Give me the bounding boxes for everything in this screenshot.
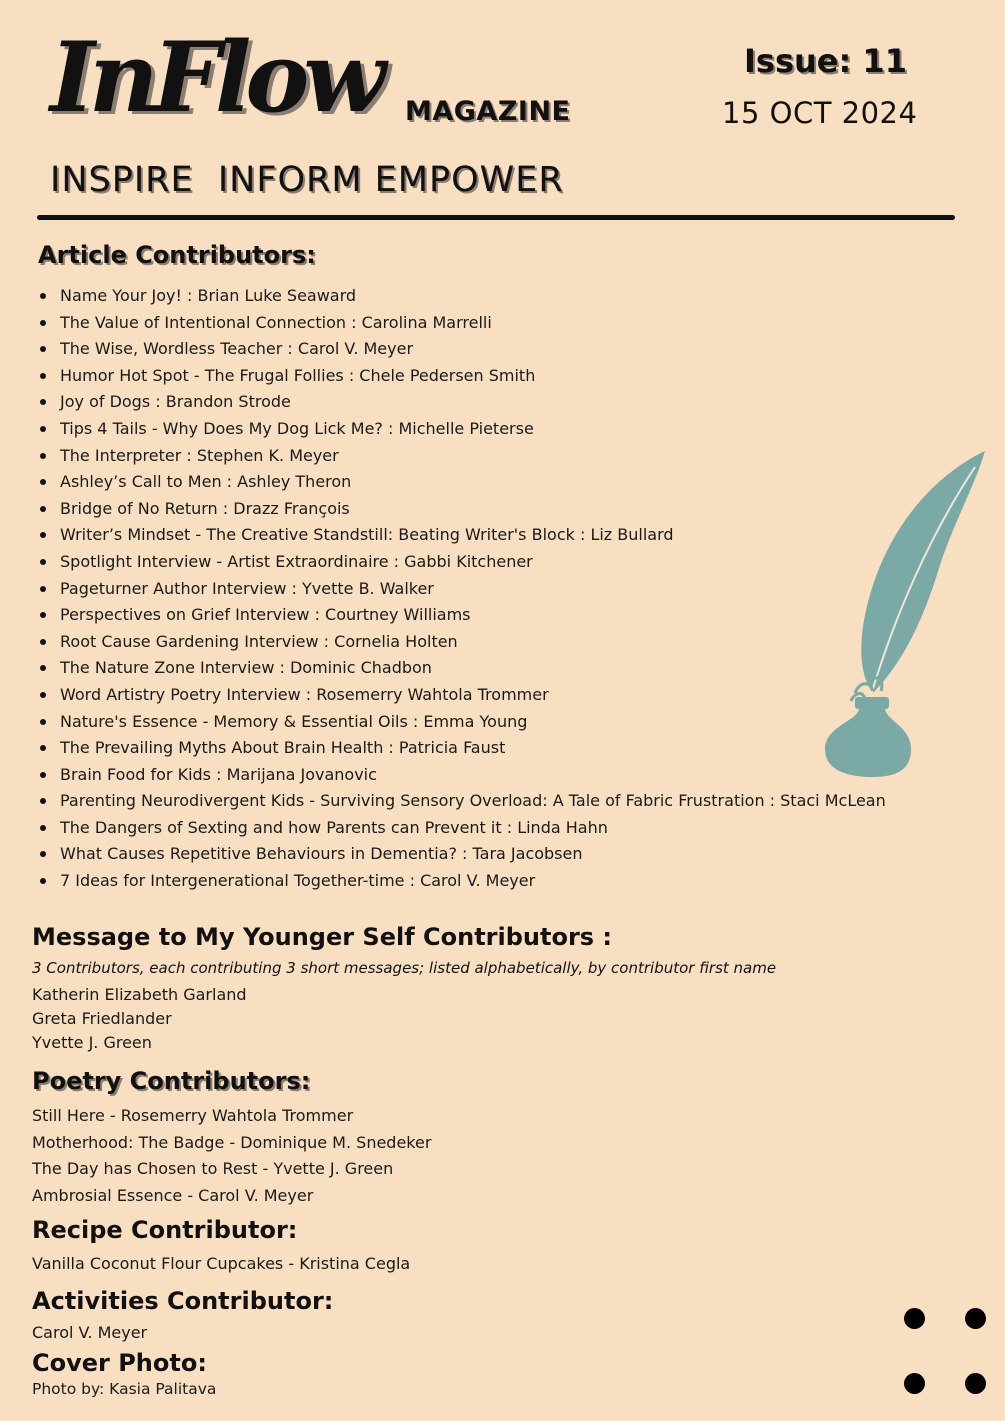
- younger-self-list: [32, 983, 247, 1055]
- list-item: Parenting Neurodivergent Kids - Surviving Sensory Overload: A Tale of Fabric Frustration : Staci McLean: [38, 788, 886, 815]
- list-item: The Interpreter : Stephen K. Meyer: [38, 443, 886, 470]
- activities-item: Carol V. Meyer: [32, 1323, 148, 1342]
- younger-self-title: Message to My Younger Self Contributors :: [32, 923, 613, 951]
- tagline: INSPIRE INFORM EMPOWER: [50, 160, 564, 200]
- list-item: Bridge of No Return : Drazz François: [38, 496, 886, 523]
- list-item: Pageturner Author Interview : Yvette B. Walker: [38, 576, 886, 603]
- list-item: The Day has Chosen to Rest - Yvette J. Green: [32, 1159, 394, 1179]
- magazine-word: MAGAZINE: [405, 96, 571, 127]
- list-item: Greta Friedlander: [32, 1009, 172, 1028]
- list-item: Tips 4 Tails - Why Does My Dog Lick Me? : Michelle Pieterse: [38, 416, 886, 443]
- list-item: Humor Hot Spot - The Frugal Follies : Chele Pedersen Smith: [38, 363, 886, 390]
- list-item: Perspectives on Grief Interview : Courtney Williams: [38, 602, 886, 629]
- list-item: The Dangers of Sexting and how Parents can Prevent it : Linda Hahn: [38, 815, 886, 842]
- cover-photo-item: Photo by: Kasia Palitava: [32, 1380, 217, 1398]
- feather-inkwell-icon: [815, 445, 990, 785]
- cover-photo-title: Cover Photo:: [32, 1349, 207, 1377]
- decorative-dot: [965, 1308, 986, 1329]
- header-divider: [37, 215, 955, 220]
- decorative-dot: [904, 1373, 925, 1394]
- activities-title: Activities Contributor:: [32, 1287, 334, 1315]
- list-item: Katherin Elizabeth Garland: [32, 985, 247, 1004]
- list-item: Spotlight Interview - Artist Extraordinaire : Gabbi Kitchener: [38, 549, 886, 576]
- list-item: The Nature Zone Interview : Dominic Chadbon: [38, 655, 886, 682]
- article-contributors-title: Article Contributors:: [38, 241, 316, 269]
- list-item: What Causes Repetitive Behaviours in Dementia? : Tara Jacobsen: [38, 841, 886, 868]
- list-item: The Prevailing Myths About Brain Health : Patricia Faust: [38, 735, 886, 762]
- article-contributors-list: [38, 283, 886, 895]
- list-item: Ambrosial Essence - Carol V. Meyer: [32, 1185, 314, 1205]
- list-item: Root Cause Gardening Interview : Cornelia Holten: [38, 629, 886, 656]
- poetry-title: Poetry Contributors:: [32, 1067, 311, 1095]
- list-item: Still Here - Rosemerry Wahtola Trommer: [32, 1106, 354, 1125]
- recipe-item: Vanilla Coconut Flour Cupcakes - Kristina Cegla: [32, 1254, 411, 1273]
- list-item: Writer’s Mindset - The Creative Standstill: Beating Writer's Block : Liz Bullard: [38, 522, 886, 549]
- decorative-dot: [904, 1308, 925, 1329]
- list-item: 7 Ideas for Intergenerational Together-time : Carol V. Meyer: [38, 868, 886, 895]
- list-item: Joy of Dogs : Brandon Strode: [38, 389, 886, 416]
- list-item: Motherhood: The Badge - Dominique M. Snedeker: [32, 1132, 432, 1152]
- list-item: The Wise, Wordless Teacher : Carol V. Meyer: [38, 336, 886, 363]
- magazine-logo: InFlow: [50, 21, 380, 134]
- list-item: The Value of Intentional Connection : Carolina Marrelli: [38, 310, 886, 337]
- decorative-dot: [965, 1373, 986, 1394]
- list-item: Name Your Joy! : Brian Luke Seaward: [38, 283, 886, 310]
- list-item: Ashley’s Call to Men : Ashley Theron: [38, 469, 886, 496]
- poetry-list: [32, 1103, 431, 1209]
- younger-self-note: 3 Contributors, each contributing 3 short messages; listed alphabetically, by contributor first name: [32, 959, 777, 977]
- recipe-title: Recipe Contributor:: [32, 1216, 298, 1244]
- list-item: Word Artistry Poetry Interview : Rosemerry Wahtola Trommer: [38, 682, 886, 709]
- list-item: Yvette J. Green: [32, 1033, 152, 1052]
- list-item: Brain Food for Kids : Marijana Jovanovic: [38, 762, 886, 789]
- list-item: Nature's Essence - Memory & Essential Oils : Emma Young: [38, 709, 886, 736]
- issue-date: 15 OCT 2024: [722, 96, 918, 130]
- issue-number: Issue: 11: [744, 42, 907, 80]
